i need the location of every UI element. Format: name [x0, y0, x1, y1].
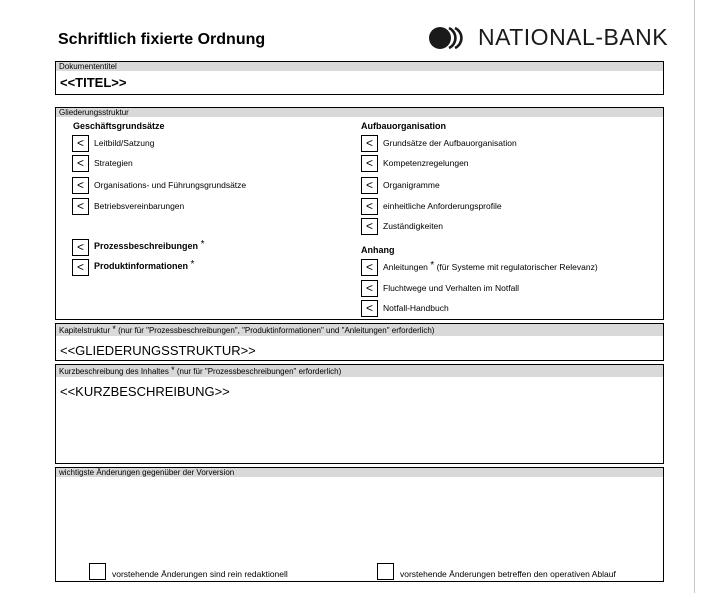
col-heading-business: Geschäftsgrundsätze	[73, 121, 165, 131]
summary-field[interactable]: <<KURZBESCHREIBUNG>>	[60, 384, 230, 399]
col-heading-organisation: Aufbauorganisation	[361, 121, 446, 131]
option-label: Notfall-Handbuch	[383, 303, 449, 313]
changes-section	[55, 467, 664, 582]
checkbox[interactable]: <	[72, 239, 89, 256]
option-label	[94, 241, 204, 252]
option-label: Kompetenzregelungen	[383, 158, 469, 168]
checkbox[interactable]: <	[361, 259, 378, 276]
operational-changes-label: vorstehende Änderungen betreffen den operativen Ablauf	[400, 569, 616, 579]
required-asterisk: *	[430, 260, 435, 271]
checkbox[interactable]: <	[361, 198, 378, 215]
option-label: Organisations- und Führungsgrundsätze	[94, 180, 247, 190]
document-title-section	[55, 61, 664, 95]
section-header-note: (nur für "Prozessbeschreibungen", "Produktinformationen" und "Anleitungen" erforderlich)	[118, 326, 435, 335]
editorial-changes-label: vorstehende Änderungen sind rein redaktionell	[112, 569, 288, 579]
option-label: Betriebsvereinbarungen	[94, 201, 185, 211]
section-header	[56, 365, 663, 377]
editorial-changes-checkbox[interactable]	[89, 563, 106, 580]
checkbox[interactable]: <	[72, 177, 89, 194]
option-label: einheitliche Anforderungsprofile	[383, 201, 502, 211]
option-label: Strategien	[94, 158, 133, 168]
section-header-label: Kapitelstruktur	[59, 326, 111, 335]
option-label-text: Produktinformationen	[94, 261, 188, 271]
page-title: Schriftlich fixierte Ordnung	[58, 31, 266, 48]
required-asterisk: *	[112, 324, 116, 334]
option-label: Organigramme	[383, 180, 440, 190]
option-label: Grundsätze der Aufbauorganisation	[383, 138, 517, 148]
page-edge-line	[694, 0, 695, 593]
section-header-label: Kurzbeschreibung des Inhaltes	[59, 367, 169, 376]
bank-logo-text: NATIONAL-BANK	[478, 24, 669, 50]
document-title-field[interactable]: <<TITEL>>	[60, 75, 127, 90]
option-label	[383, 262, 598, 273]
required-asterisk: *	[200, 239, 205, 250]
section-header: Dokumententitel	[56, 62, 663, 71]
checkbox[interactable]: <	[72, 198, 89, 215]
option-label: Leitbild/Satzung	[94, 138, 155, 148]
required-asterisk: *	[190, 259, 195, 270]
checkbox[interactable]: <	[361, 155, 378, 172]
section-header-note: (nur für "Prozessbeschreibungen" erforderlich)	[176, 367, 342, 376]
option-label-text: Prozessbeschreibungen	[94, 241, 199, 251]
checkbox[interactable]: <	[361, 177, 378, 194]
checkbox[interactable]: <	[72, 155, 89, 172]
bank-logo-icon	[428, 26, 464, 50]
chapter-structure-field[interactable]: <<GLIEDERUNGSSTRUKTUR>>	[60, 343, 256, 358]
chapter-structure-section	[55, 323, 664, 361]
option-label-text: Anleitungen	[383, 262, 428, 272]
checkbox[interactable]: <	[361, 218, 378, 235]
col-heading-appendix: Anhang	[361, 245, 395, 255]
section-header: wichtigste Änderungen gegenüber der Vorversion	[56, 468, 663, 477]
checkbox[interactable]: <	[72, 135, 89, 152]
section-header	[56, 324, 663, 336]
required-asterisk: *	[171, 365, 175, 375]
option-label	[94, 261, 194, 272]
checkbox[interactable]: <	[361, 135, 378, 152]
operational-changes-checkbox[interactable]	[377, 563, 394, 580]
option-note: (für Systeme mit regulatorischer Relevanz)	[436, 262, 598, 272]
structure-section	[55, 107, 664, 320]
checkbox[interactable]: <	[361, 300, 378, 317]
option-label: Zuständigkeiten	[383, 221, 444, 231]
checkbox[interactable]: <	[361, 280, 378, 297]
checkbox[interactable]: <	[72, 259, 89, 276]
summary-section	[55, 364, 664, 464]
section-header: Gliederungsstruktur	[56, 108, 663, 117]
option-label: Fluchtwege und Verhalten im Notfall	[383, 283, 520, 293]
